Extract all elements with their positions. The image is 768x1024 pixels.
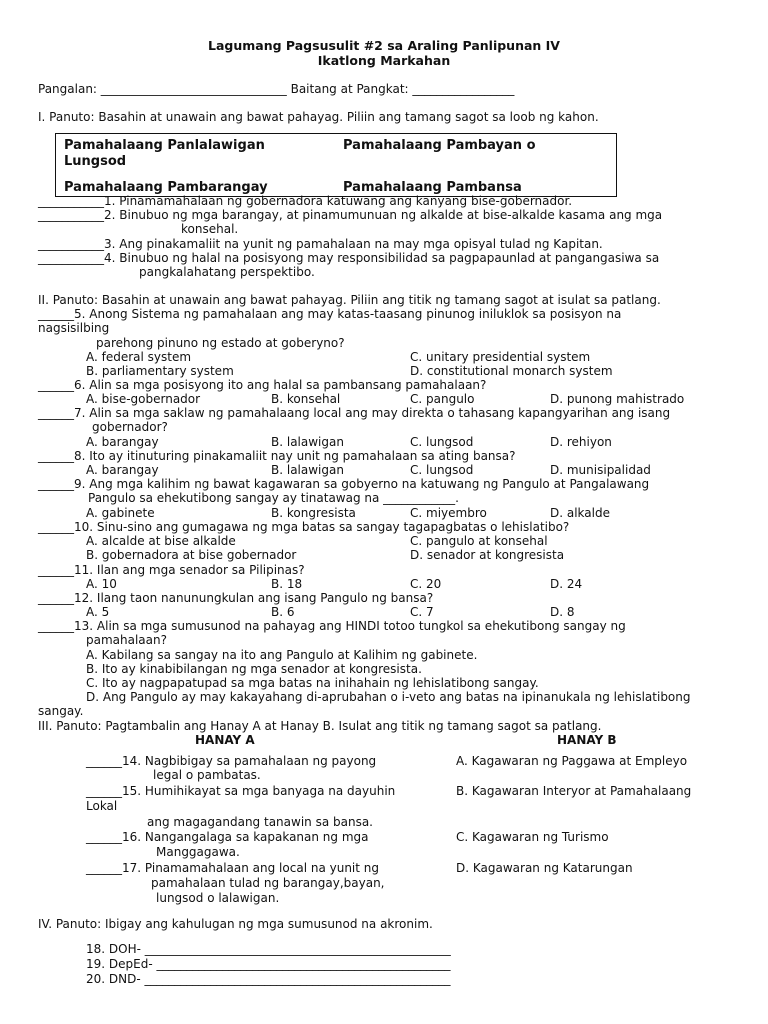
- q5-line2: nagsisilbing: [38, 321, 110, 335]
- q17: ______17. Pinamamahalaan ang local na yunit ng: [86, 861, 379, 875]
- q9-cont: Pangulo sa ehekutibong sangay ay tinatawag na ____________.: [88, 491, 459, 505]
- q5-d: D. constitutional monarch system: [410, 364, 613, 378]
- q12-a: A. 5: [86, 605, 110, 619]
- item-2: ___________2. Binubuo ng mga barangay, at pinamumunuan ng alkalde at bise-alkalde kasama ang mga: [38, 208, 663, 222]
- choice-pambarangay: Pamahalaang Pambarangay: [64, 180, 268, 195]
- q7-a: A. barangay: [86, 435, 159, 449]
- q6-a: A. bise-gobernador: [86, 392, 201, 406]
- page-title: Lagumang Pagsusulit #2 sa Araling Panlipunan IV: [208, 38, 560, 53]
- hanay-b-heading: HANAY B: [557, 733, 617, 747]
- q9-b: B. kongresista: [271, 506, 356, 520]
- q19: 19. DepEd- _________________________________________________: [86, 957, 451, 971]
- hanay-b-c: C. Kagawaran ng Turismo: [456, 830, 609, 844]
- choice-pambansa: Pamahalaang Pambansa: [343, 180, 522, 195]
- name-line: Pangalan: _______________________________ Baitang at Pangkat: _________________: [38, 82, 515, 96]
- q7-b: B. lalawigan: [271, 435, 344, 449]
- q11-c: C. 20: [410, 577, 442, 591]
- q6-d: D. punong mahistrado: [550, 392, 685, 406]
- q5-a: A. federal system: [86, 350, 192, 364]
- item-4: ___________4. Binubuo ng halal na posisyong may responsibilidad sa pagpapaunlad at pangangasiwa sa: [38, 251, 660, 265]
- q7-c: C. lungsod: [410, 435, 474, 449]
- q13-d-cont: sangay.: [38, 704, 84, 718]
- q13-a: A. Kabilang sa sangay na ito ang Pangulo at Kalihim ng gabinete.: [86, 648, 478, 662]
- q6: ______6. Alin sa mga posisyong ito ang halal sa pambansang pamahalaan?: [38, 378, 487, 392]
- q10-d: D. senador at kongresista: [410, 548, 565, 562]
- q9-a: A. gabinete: [86, 506, 155, 520]
- choice-pambayan: Pamahalaang Pambayan o: [343, 138, 536, 153]
- choice-pambayan-cont: Lungsod: [64, 154, 127, 169]
- q13-c: C. Ito ay nagpapatupad sa mga batas na inihahain ng lehislatibong sangay.: [86, 676, 539, 690]
- q13: ______13. Alin sa mga sumusunod na pahayag ang HINDI totoo tungkol sa ehekutibong sangay ng: [38, 619, 626, 633]
- hanay-a-heading: HANAY A: [195, 733, 255, 747]
- part3-instruction: III. Panuto: Pagtambalin ang Hanay A at Hanay B. Isulat ang titik ng tamang sagot sa patlang.: [38, 719, 602, 733]
- q10-b: B. gobernadora at bise gobernador: [86, 548, 297, 562]
- q7-d: D. rehiyon: [550, 435, 612, 449]
- q12-d: D. 8: [550, 605, 575, 619]
- q6-b: B. konsehal: [271, 392, 341, 406]
- hanay-b-b-cont: Lokal: [86, 799, 118, 813]
- q11-d: D. 24: [550, 577, 583, 591]
- q15: ______15. Humihikayat sa mga banyaga na dayuhin: [86, 784, 396, 798]
- hanay-b-b: B. Kagawaran Interyor at Pamahalaang: [456, 784, 692, 798]
- part1-instruction: I. Panuto: Basahin at unawain ang bawat pahayag. Piliin ang tamang sagot sa loob ng kahon.: [38, 110, 599, 124]
- q13-cont: pamahalaan?: [86, 633, 167, 647]
- q9-c: C. miyembro: [410, 506, 487, 520]
- choice-panlalawigan: Pamahalaang Panlalawigan: [64, 138, 265, 153]
- hanay-b-d: D. Kagawaran ng Katarungan: [456, 861, 633, 875]
- item-4-cont: pangkalahatang perspektibo.: [139, 265, 315, 279]
- q6-c: C. pangulo: [410, 392, 475, 406]
- part4-instruction: IV. Panuto: Ibigay ang kahulugan ng mga sumusunod na akronim.: [38, 917, 433, 931]
- q16-cont: Manggagawa.: [156, 845, 240, 859]
- q5-line3: parehong pinuno ng estado at goberyno?: [96, 336, 345, 350]
- q12-b: B. 6: [271, 605, 295, 619]
- q8-d: D. munisipalidad: [550, 463, 651, 477]
- q8: ______8. Ito ay itinuturing pinakamaliit nay unit ng pamahalaan sa ating bansa?: [38, 449, 516, 463]
- q5-line1: ______5. Anong Sistema ng pamahalaan ang may katas-taasang pinunog iniluklok sa posisyon na: [38, 307, 622, 321]
- q8-a: A. barangay: [86, 463, 159, 477]
- q5-c: C. unitary presidential system: [410, 350, 591, 364]
- q17-cont: pamahalaan tulad ng barangay,bayan,: [151, 876, 385, 890]
- item-3: ___________3. Ang pinakamaliit na yunit ng pamahalaan na may mga opisyal tulad ng Kapitan.: [38, 237, 603, 251]
- q12: ______12. Ilang taon nanunungkulan ang isang Pangulo ng bansa?: [38, 591, 434, 605]
- q14: ______14. Nagbibigay sa pamahalaan ng payong: [86, 754, 377, 768]
- q8-b: B. lalawigan: [271, 463, 344, 477]
- choices-box: [55, 133, 617, 197]
- q11-a: A. 10: [86, 577, 117, 591]
- q7: ______7. Alin sa mga saklaw ng pamahalaang local ang may direkta o tahasang kapangyarihan ang isang: [38, 406, 671, 420]
- q7-cont: gobernador?: [92, 420, 168, 434]
- q18: 18. DOH- ___________________________________________________: [86, 942, 451, 956]
- q11: ______11. Ilan ang mga senador sa Pilipinas?: [38, 563, 305, 577]
- q11-b: B. 18: [271, 577, 303, 591]
- q20: 20. DND- ___________________________________________________: [86, 972, 451, 986]
- q10-c: C. pangulo at konsehal: [410, 534, 548, 548]
- q13-d: D. Ang Pangulo ay may kakayahang di-aprubahan o i-veto ang batas na ipinanukala ng lehislatibong: [86, 690, 691, 704]
- q9-d: D. alkalde: [550, 506, 610, 520]
- q16: ______16. Nangangalaga sa kapakanan ng mga: [86, 830, 369, 844]
- page-subtitle: Ikatlong Markahan: [317, 53, 451, 68]
- q10: ______10. Sinu-sino ang gumagawa ng mga batas sa sangay tagapagbatas o lehislatibo?: [38, 520, 570, 534]
- hanay-b-a: A. Kagawaran ng Paggawa at Empleyo: [456, 754, 688, 768]
- q12-c: C. 7: [410, 605, 434, 619]
- q5-b: B. parliamentary system: [86, 364, 234, 378]
- q17-cont2: lungsod o lalawigan.: [156, 891, 280, 905]
- q10-a: A. alcalde at bise alkalde: [86, 534, 236, 548]
- item-1: ___________1. Pinamamahalaan ng gobernadora katuwang ang kanyang bise-gobernador.: [38, 194, 573, 208]
- q9: ______9. Ang mga kalihim ng bawat kagawaran sa gobyerno na katuwang ng Pangulo at Pangalawang: [38, 477, 650, 491]
- q13-b: B. Ito ay kinabibilangan ng mga senador at kongresista.: [86, 662, 422, 676]
- part2-instruction: II. Panuto: Basahin at unawain ang bawat pahayag. Piliin ang titik ng tamang sagot at isulat sa patlang.: [38, 293, 661, 307]
- q14-cont: legal o pambatas.: [153, 768, 261, 782]
- q8-c: C. lungsod: [410, 463, 474, 477]
- q15-cont: ang magagandang tanawin sa bansa.: [147, 815, 373, 829]
- item-2-cont: konsehal.: [181, 222, 239, 236]
